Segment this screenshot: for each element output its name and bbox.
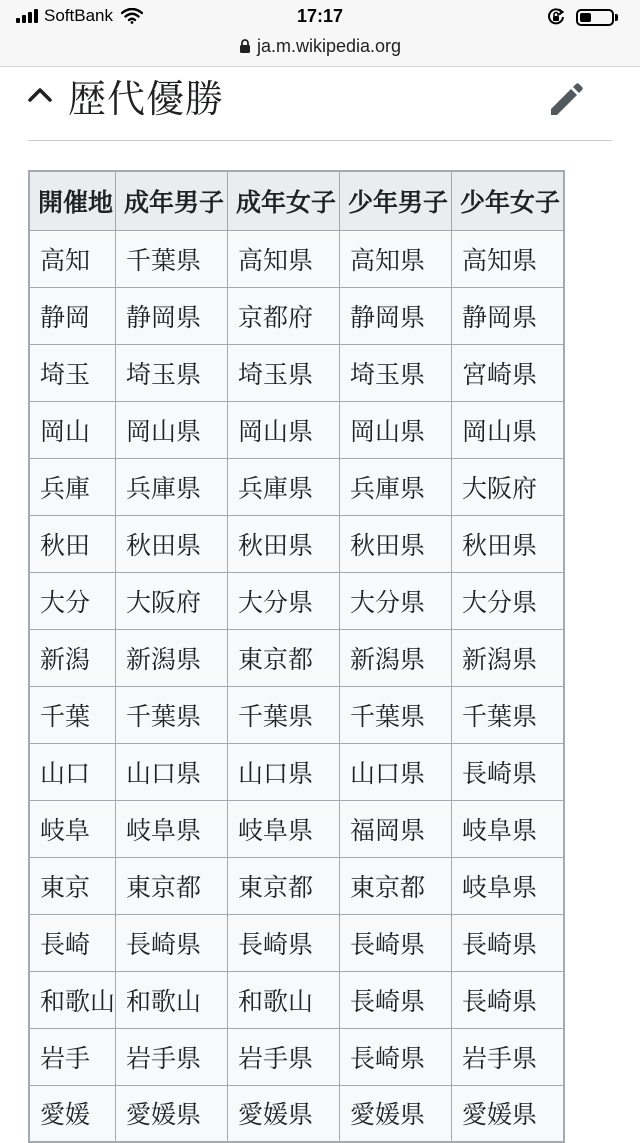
results-table-container — [28, 170, 565, 1143]
table-row — [29, 401, 564, 458]
table-cell: 大阪府 — [116, 572, 228, 629]
table-cell: 秋田県 — [452, 515, 564, 572]
table-cell: 山口県 — [116, 743, 228, 800]
column-header-youth-girls: 少年女子 — [452, 171, 564, 230]
status-bar — [0, 0, 640, 34]
table-cell: 高知県 — [340, 230, 452, 287]
table-cell: 新潟 — [29, 629, 116, 686]
table-cell: 新潟県 — [340, 629, 452, 686]
table-cell: 岡山県 — [228, 401, 340, 458]
table-cell: 岩手 — [29, 1028, 116, 1085]
table-cell: 高知県 — [452, 230, 564, 287]
table-cell: 長崎県 — [340, 971, 452, 1028]
table-cell: 秋田県 — [228, 515, 340, 572]
orientation-lock-icon — [546, 7, 566, 27]
address-bar[interactable] — [0, 34, 640, 67]
table-cell: 千葉県 — [452, 686, 564, 743]
table-cell: 静岡県 — [116, 287, 228, 344]
table-cell: 岩手県 — [452, 1028, 564, 1085]
table-cell: 愛媛県 — [228, 1085, 340, 1142]
lock-icon — [239, 39, 251, 54]
table-row — [29, 971, 564, 1028]
table-row — [29, 344, 564, 401]
section-header — [0, 66, 640, 141]
table-cell: 静岡県 — [340, 287, 452, 344]
table-row — [29, 1028, 564, 1085]
table-cell: 大分県 — [340, 572, 452, 629]
table-cell: 兵庫県 — [228, 458, 340, 515]
table-header-row — [29, 171, 564, 230]
table-cell: 埼玉県 — [228, 344, 340, 401]
battery-icon — [576, 9, 614, 26]
table-cell: 福岡県 — [340, 800, 452, 857]
results-table — [28, 170, 565, 1143]
table-cell: 東京 — [29, 857, 116, 914]
table-cell: 岐阜県 — [116, 800, 228, 857]
battery-cap — [615, 14, 618, 21]
table-cell: 大阪府 — [452, 458, 564, 515]
table-cell: 東京都 — [228, 857, 340, 914]
pencil-edit-icon[interactable] — [546, 82, 584, 120]
table-cell: 岩手県 — [228, 1028, 340, 1085]
url-text[interactable]: ja.m.wikipedia.org — [256, 36, 402, 56]
table-cell: 千葉 — [29, 686, 116, 743]
table-row — [29, 743, 564, 800]
table-cell: 大分 — [29, 572, 116, 629]
table-cell: 岐阜県 — [452, 800, 564, 857]
table-cell: 長崎県 — [340, 914, 452, 971]
table-cell: 東京都 — [228, 629, 340, 686]
table-cell: 和歌山 — [228, 971, 340, 1028]
table-cell: 新潟県 — [116, 629, 228, 686]
table-cell: 千葉県 — [340, 686, 452, 743]
table-cell: 京都府 — [228, 287, 340, 344]
table-cell: 兵庫 — [29, 458, 116, 515]
chevron-up-icon[interactable] — [26, 82, 54, 106]
table-cell: 長崎県 — [340, 1028, 452, 1085]
column-header-adult-women: 成年女子 — [228, 171, 340, 230]
table-cell: 東京都 — [340, 857, 452, 914]
table-cell: 岡山県 — [116, 401, 228, 458]
battery-level — [580, 13, 591, 22]
table-cell: 千葉県 — [116, 230, 228, 287]
table-cell: 岡山 — [29, 401, 116, 458]
table-cell: 岐阜 — [29, 800, 116, 857]
table-cell: 岐阜県 — [228, 800, 340, 857]
table-cell: 愛媛県 — [452, 1085, 564, 1142]
table-cell: 長崎県 — [452, 971, 564, 1028]
column-header-adult-men: 成年男子 — [116, 171, 228, 230]
column-header-youth-boys: 少年男子 — [340, 171, 452, 230]
column-header-venue: 開催地 — [29, 171, 116, 230]
table-cell: 東京都 — [116, 857, 228, 914]
table-cell: 長崎県 — [452, 743, 564, 800]
status-right-icons — [546, 7, 618, 27]
table-cell: 和歌山 — [116, 971, 228, 1028]
carrier-name: SoftBank — [44, 6, 113, 25]
table-row — [29, 230, 564, 287]
table-row — [29, 287, 564, 344]
table-cell: 静岡 — [29, 287, 116, 344]
section-divider — [28, 140, 612, 141]
table-cell: 長崎 — [29, 914, 116, 971]
table-cell: 千葉県 — [228, 686, 340, 743]
table-cell: 岐阜県 — [452, 857, 564, 914]
table-cell: 長崎県 — [116, 914, 228, 971]
table-cell: 愛媛 — [29, 1085, 116, 1142]
table-cell: 大分県 — [452, 572, 564, 629]
table-cell: 大分県 — [228, 572, 340, 629]
table-cell: 新潟県 — [452, 629, 564, 686]
table-cell: 兵庫県 — [116, 458, 228, 515]
table-row — [29, 572, 564, 629]
table-row — [29, 1085, 564, 1142]
table-row — [29, 629, 564, 686]
section-title: 歴代優勝 — [68, 77, 225, 121]
table-cell: 埼玉 — [29, 344, 116, 401]
table-row — [29, 914, 564, 971]
table-cell: 高知 — [29, 230, 116, 287]
table-cell: 静岡県 — [452, 287, 564, 344]
table-cell: 岡山県 — [452, 401, 564, 458]
table-cell: 埼玉県 — [116, 344, 228, 401]
table-cell: 長崎県 — [452, 914, 564, 971]
clock: 17:17 — [296, 6, 344, 26]
table-cell: 山口県 — [340, 743, 452, 800]
table-cell: 高知県 — [228, 230, 340, 287]
table-cell: 秋田 — [29, 515, 116, 572]
table-body — [29, 230, 564, 1142]
table-row — [29, 800, 564, 857]
table-row — [29, 515, 564, 572]
table-cell: 千葉県 — [116, 686, 228, 743]
table-cell: 山口 — [29, 743, 116, 800]
table-row — [29, 686, 564, 743]
table-cell: 岡山県 — [340, 401, 452, 458]
table-cell: 秋田県 — [340, 515, 452, 572]
table-cell: 宮崎県 — [452, 344, 564, 401]
table-cell: 岩手県 — [116, 1028, 228, 1085]
table-cell: 埼玉県 — [340, 344, 452, 401]
table-cell: 秋田県 — [116, 515, 228, 572]
table-cell: 愛媛県 — [340, 1085, 452, 1142]
table-row — [29, 857, 564, 914]
table-cell: 愛媛県 — [116, 1085, 228, 1142]
table-cell: 兵庫県 — [340, 458, 452, 515]
table-cell: 山口県 — [228, 743, 340, 800]
table-row — [29, 458, 564, 515]
table-cell: 和歌山 — [29, 971, 116, 1028]
table-cell: 長崎県 — [228, 914, 340, 971]
